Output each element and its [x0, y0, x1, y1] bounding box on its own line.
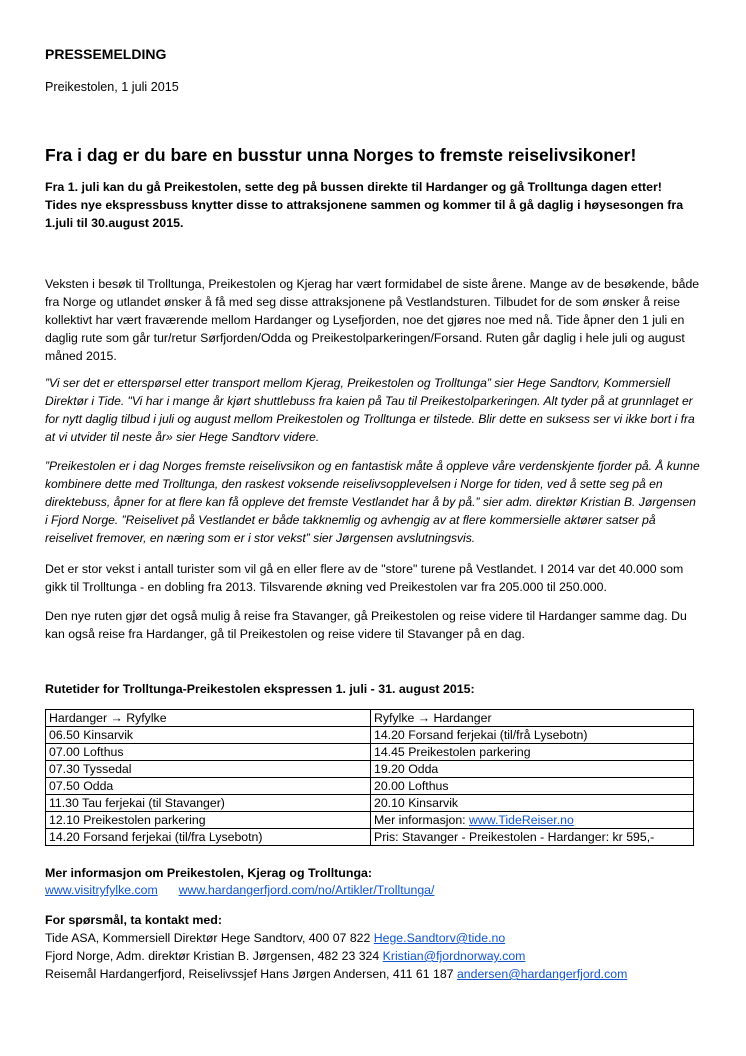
contact-line	[45, 967, 627, 981]
email-link[interactable]: Kristian@fjordnorway.com	[382, 949, 526, 963]
body-paragraph-1: Veksten i besøk til Trolltunga, Preikestolen og Kjerag har vært formidabel de siste årene. Mange av de besøkende, både fra Norge og utlandet ønsker å få med seg disse attraksjonene på Vestlandsturen. Tilbudet for de som ønsker å reise kollektivt har vært fraværende mellom Hardanger og Lysefjorden, noe det gjøres noe med nå. Tide åpner den 1 juli en daglig rute som går tur/retur Sørfjorden/Odda og Preikestolparkeringen/Forsand. Ruten går daglig i hele juli og august måned 2015.	[45, 277, 700, 363]
table-cell: 07.30 Tyssedal	[46, 761, 371, 778]
table-row	[46, 778, 694, 795]
table-cell: 20.10 Kinsarvik	[371, 795, 694, 812]
contact-line	[45, 931, 505, 945]
table-cell: 14.20 Forsand ferjekai (til/frå Lysebotn)	[371, 727, 694, 744]
email-link[interactable]: Hege.Sandtorv@tide.no	[373, 931, 506, 945]
body-paragraph-2: ”Vi ser det er etterspørsel etter transport mellom Kjerag, Preikestolen og Trolltunga” sier Hege Sandtorv, Kommersiell Direktør i Tide. "Vi har i mange år kjørt shuttlebuss fra kaien på Tau til Preikestolparkeringen. Alt tyder på at grunnlaget er for nytt daglig tilbud i juli og august mellom Preikestolen og Trolltunga er tilstede. Blir dette en suksess ser vi ikke bort i fra at vi utvider til neste år» sier Hege Sandtorv videre.	[45, 376, 695, 444]
table-header-row	[46, 710, 694, 727]
timetable	[45, 709, 694, 846]
table-row	[46, 744, 694, 761]
body-paragraph-3: ”Preikestolen er i dag Norges fremste reiselivsikon og en fantastisk måte å oppleve våre verdenskjente fjorder på. Å kunne kombinere dette med Trolltunga, den raskest voksende reiselivsopplevelsen i Norge for tiden, ved å sette seg på en direktebuss, åpner for at flere kan få oppleve det fremste Vestlandet har å by på.” sier adm. direktør Kristian B. Jørgensen i Fjord Norge. ”Reiselivet på Vestlandet er både takknemlig og avhengig av at flere kommersielle aktører satser på reiselivet fremover, en næring som er i stor vekst” sier Jørgensen avslutningsvis.	[45, 459, 700, 545]
dateline: Preikestolen, 1 juli 2015	[45, 80, 179, 94]
table-cell: 20.00 Lofthus	[371, 778, 694, 795]
table-cell: 07.00 Lofthus	[46, 744, 371, 761]
table-cell: 11.30 Tau ferjekai (til Stavanger)	[46, 795, 371, 812]
contact-text: Reisemål Hardangerfjord, Reiselivssjef Hans Jørgen Andersen, 411 61 187	[45, 967, 457, 981]
table-cell: 14.45 Preikestolen parkering	[371, 744, 694, 761]
email-link[interactable]: andersen@hardangerfjord.com	[456, 967, 628, 981]
table-row	[46, 829, 694, 846]
contact-text: Tide ASA, Kommersiell Direktør Hege Sandtorv, 400 07 822	[45, 931, 374, 945]
contact-heading: For spørsmål, ta kontakt med:	[45, 913, 222, 927]
table-row	[46, 812, 694, 829]
more-info-links	[45, 883, 434, 897]
table-info-cell	[371, 812, 694, 829]
table-row	[46, 761, 694, 778]
tidereiser-link[interactable]: www.TideReiser.no	[469, 813, 574, 827]
hardangerfjord-link[interactable]: www.hardangerfjord.com/no/Artikler/Trolltunga/	[178, 883, 435, 897]
table-row	[46, 795, 694, 812]
table-cell: 14.20 Forsand ferjekai (til/fra Lysebotn)	[46, 829, 371, 846]
table-header-cell: Ryfylke → Hardanger	[371, 710, 694, 727]
lead-paragraph: Fra 1. juli kan du gå Preikestolen, sette deg på bussen direkte til Hardanger og gå Trolltunga dagen etter! Tides nye ekspressbuss knytter disse to attraksjonene sammen og kommer til å gå daglig i høysesongen fra 1.juli til 30.august 2015.	[45, 180, 684, 230]
table-row	[46, 727, 694, 744]
document-label: PRESSEMELDING	[45, 46, 167, 62]
table-cell: Pris: Stavanger - Preikestolen - Hardanger: kr 595,-	[371, 829, 694, 846]
table-cell: 07.50 Odda	[46, 778, 371, 795]
body-paragraph-4: Det er stor vekst i antall turister som vil gå en eller flere av de "store" turene på Vestlandet. I 2014 var det 40.000 som gikk til Trolltunga - en dobling fra 2013. Tilsvarende økning ved Preikestolen var fra 205.000 til 250.000.	[45, 562, 684, 594]
headline: Fra i dag er du bare en busstur unna Norges to fremste reiselivsikoner!	[45, 145, 637, 165]
contact-line	[45, 949, 525, 963]
contact-text: Fjord Norge, Adm. direktør Kristian B. Jørgensen, 482 23 324	[45, 949, 383, 963]
info-prefix: Mer informasjon:	[374, 813, 469, 827]
table-cell: 06.50 Kinsarvik	[46, 727, 371, 744]
table-header-cell: Hardanger → Ryfylke	[46, 710, 371, 727]
more-info-heading: Mer informasjon om Preikestolen, Kjerag og Trolltunga:	[45, 866, 373, 880]
visitryfylke-link[interactable]: www.visitryfylke.com	[45, 883, 158, 897]
timetable-title: Rutetider for Trolltunga-Preikestolen ekspressen 1. juli - 31. august 2015:	[45, 682, 475, 696]
table-cell: 12.10 Preikestolen parkering	[46, 812, 371, 829]
body-paragraph-5: Den nye ruten gjør det også mulig å reise fra Stavanger, gå Preikestolen og reise videre til Hardanger samme dag. Du kan også reise fra Hardanger, gå til Preikestolen og reise videre til Stavanger på en dag.	[45, 609, 687, 641]
table-cell: 19.20 Odda	[371, 761, 694, 778]
